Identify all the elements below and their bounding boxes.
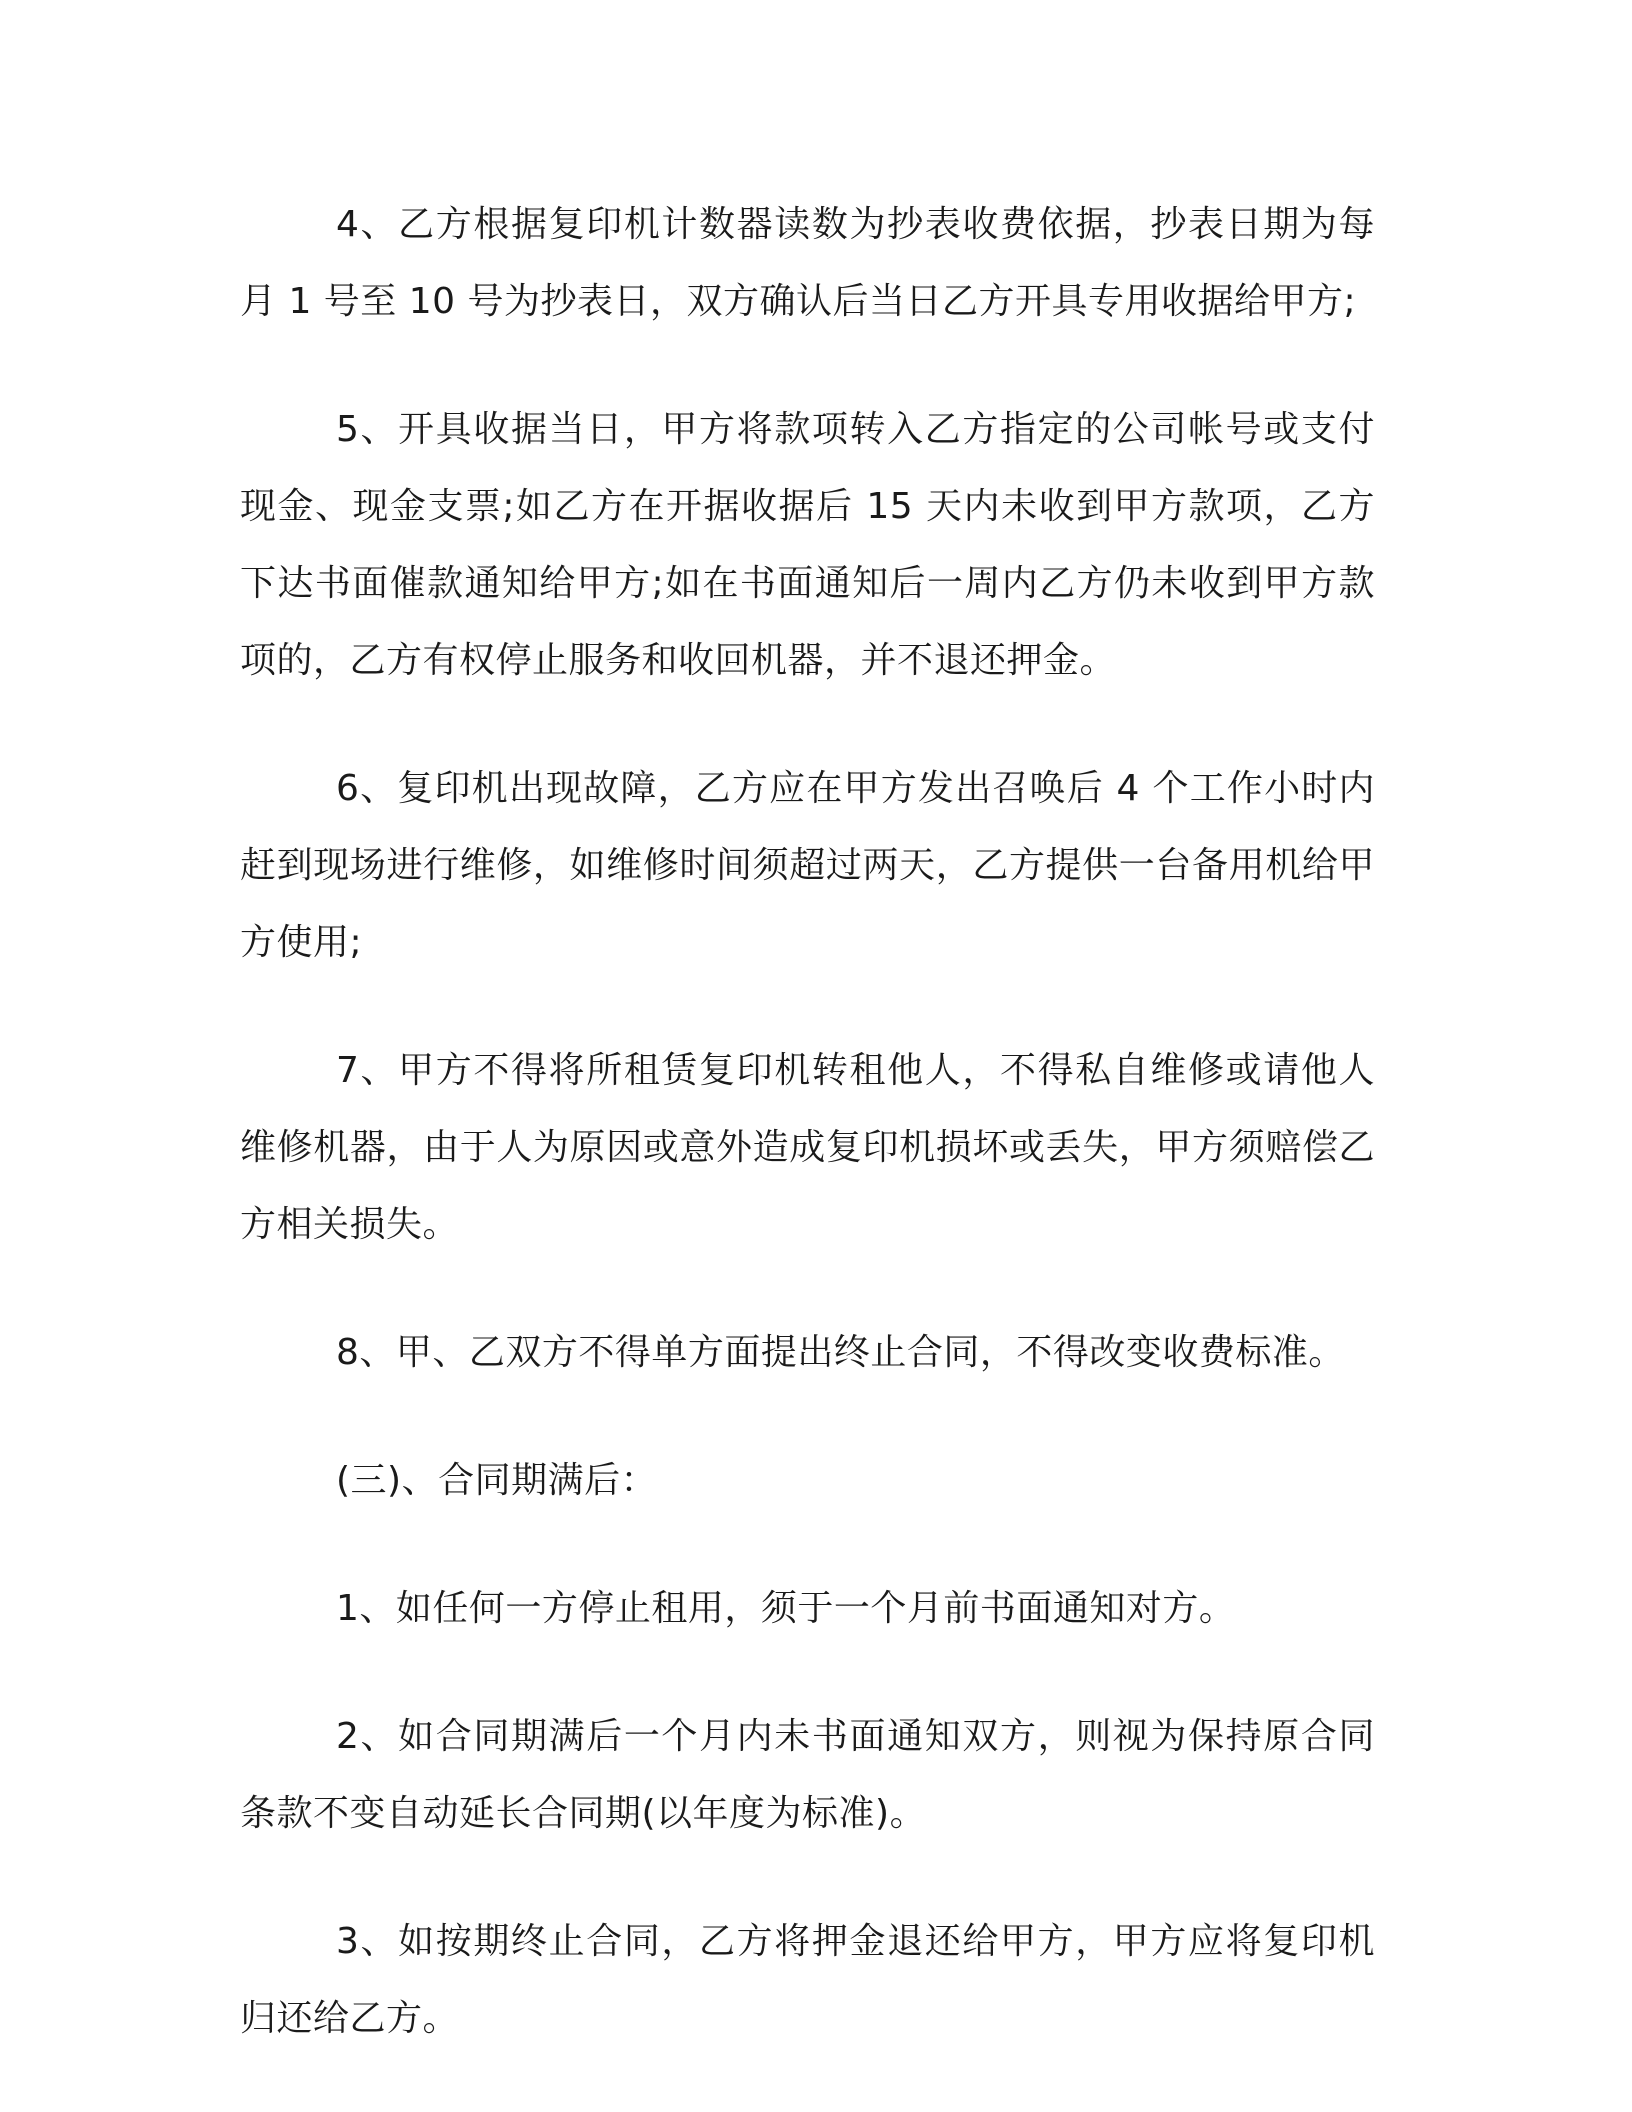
expiry-clause-3-paragraph: 3、如按期终止合同，乙方将押金退还给甲方，甲方应将复印机归还给乙方。 <box>240 1921 1375 2039</box>
document-body <box>240 186 1375 2057</box>
clause-8-paragraph: 8、甲、乙双方不得单方面提出终止合同，不得改变收费标准。 <box>336 1332 1345 1373</box>
clause-6-paragraph: 6、复印机出现故障，乙方应在甲方发出召唤后 4 个工作小时内赶到现场进行维修，如维修时间须超过两天，乙方提供一台备用机给甲方使用; <box>240 768 1375 963</box>
expiry-clause-2-paragraph: 2、如合同期满后一个月内未书面通知双方，则视为保持原合同条款不变自动延长合同期(以年度为标准)。 <box>240 1716 1375 1834</box>
clause-4-paragraph: 4、乙方根据复印机计数器读数为抄表收费依据，抄表日期为每月 1 号至 10 号为抄表日，双方确认后当日乙方开具专用收据给甲方; <box>240 204 1375 322</box>
clause-7-paragraph: 7、甲方不得将所租赁复印机转租他人，不得私自维修或请他人维修机器，由于人为原因或意外造成复印机损坏或丢失，甲方须赔偿乙方相关损失。 <box>240 1050 1375 1245</box>
clause-5-paragraph: 5、开具收据当日，甲方将款项转入乙方指定的公司帐号或支付现金、现金支票;如乙方在开据收据后 15 天内未收到甲方款项，乙方下达书面催款通知给甲方;如在书面通知后一周内乙方仍未收到甲方款项的，乙方有权停止服务和收回机器，并不退还押金。 <box>240 409 1375 681</box>
section-3-heading: (三)、合同期满后： <box>336 1460 658 1501</box>
expiry-clause-1-paragraph: 1、如任何一方停止租用，须于一个月前书面通知对方。 <box>336 1588 1236 1629</box>
